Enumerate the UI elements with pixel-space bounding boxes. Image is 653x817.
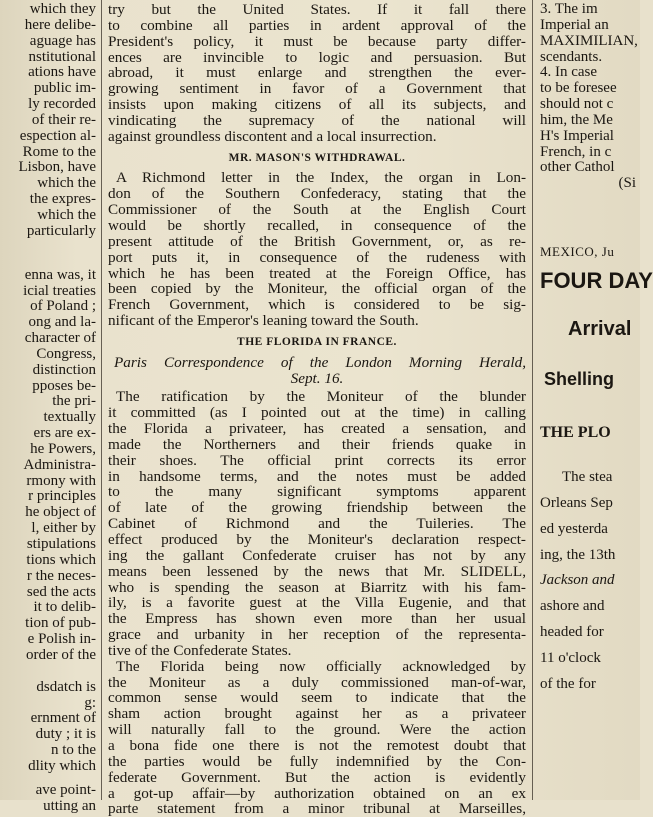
text-line: of Poland ; [30, 298, 96, 315]
text-line: to combine all parties in ardent approval of the [108, 16, 526, 34]
text-line: e Polish in- [27, 631, 96, 648]
text-line: the parties would be fully indemnified by the Con- [108, 752, 526, 770]
text-line: Orleans Sep [540, 494, 613, 511]
right-body-block [540, 470, 640, 693]
text-line: ing, the 13th [540, 546, 616, 563]
text-line: nificant of the Emperor's leaning toward the South. [108, 312, 419, 330]
text-line: ly recorded [28, 96, 96, 113]
text-line: a bona fide one there is not the remotest doubt that [108, 736, 526, 754]
text-line: Administra- [23, 456, 96, 473]
text-line: effect produced by the Moniteur's declaration respect- [108, 531, 526, 548]
text-line: present attitude of the British Government, or, as re- [108, 232, 526, 250]
text-line: MAXIMILIAN, [540, 32, 638, 49]
correspondence-date: Sept. 16. [290, 369, 344, 387]
text-line: the Moniteur as a duly commissioned man-of-war, [108, 673, 526, 691]
text-line: the Empress has shown even more than her usual [108, 610, 526, 628]
text-line: ernment of [30, 710, 96, 727]
column-rule-right [532, 0, 533, 800]
headline-four-days: FOUR DAY [540, 267, 653, 293]
text-line: sham action brought against her as a privateer [108, 705, 526, 723]
text-line: a got-up affair—by authorization obtained on an ex [108, 784, 526, 802]
left-top-block [0, 2, 96, 240]
text-line: of late of the growing friendship between the [108, 499, 526, 517]
text-line: g: [84, 694, 96, 711]
text-line: aguage has [29, 32, 96, 49]
text-line: he object of [25, 504, 96, 521]
text-line: the expres- [29, 191, 96, 208]
text-line: who is spending the season at Biarritz with his fam- [108, 578, 526, 596]
text-line: particularly [26, 222, 96, 239]
text-line: utting an [43, 797, 96, 814]
text-line: the pri- [52, 393, 96, 410]
text-line: other Cathol [540, 159, 615, 176]
correspondence-credit: Paris Correspondence of the London Morning Herald, [114, 353, 526, 371]
text-line: icial treaties [23, 282, 96, 299]
text-line: r principles [28, 488, 96, 505]
text-line: common sense would seem to indicate that the [108, 689, 526, 707]
text-line: A Richmond letter in the Index, the organ in Lon- [116, 169, 526, 187]
text-line: means been lessened by the news that Mr. SLIDELL, [108, 562, 526, 580]
text-line: 11 o'clock [540, 649, 601, 666]
text-line: the Florida a privateer, has created a sensation, and [108, 420, 526, 438]
text-line: made the Northerners and their friends quake in [108, 435, 526, 453]
text-line: rmony with [26, 472, 96, 489]
text-line: tions which [26, 551, 96, 568]
text-line: ences are invincible to logic and persuasion. But [108, 48, 526, 66]
text-line: which the [37, 206, 96, 223]
dateline: MEXICO, Ju [540, 244, 615, 260]
text-line: which the [37, 175, 96, 192]
text-line: President's policy, it must be because party differ- [108, 32, 526, 50]
text-line: dsdatch is [36, 678, 96, 695]
main-column [108, 2, 526, 817]
text-line: ily, is a favorite guest at the Villa Eugenie, and that [108, 594, 526, 612]
text-line: (Si [618, 175, 636, 192]
text-line: headed for [540, 624, 604, 641]
text-line: will naturally fall to the ground. Were the action [108, 721, 526, 739]
text-line: been copied by the Moniteur, the official organ of the [108, 280, 526, 298]
text-line: order of the [26, 646, 96, 663]
text-line: grace and urbanity in her reception of the representa- [108, 626, 526, 644]
headline-arrival: Arrival [568, 317, 632, 340]
text-line: abroad, it must enlarge and strengthen the ever- [108, 64, 526, 82]
mason-paragraph [108, 170, 526, 328]
text-line: Lisbon, have [18, 159, 96, 176]
text-line: he Powers, [30, 440, 96, 457]
text-line: it to delib- [33, 599, 96, 616]
text-line: should not c [540, 96, 614, 113]
text-line: which they [29, 1, 96, 17]
text-line: 4. In case [540, 64, 598, 81]
text-line: l, either by [31, 520, 96, 537]
text-line: growing sentiment in favor of a Government that [108, 80, 526, 98]
left-bottom-block [0, 680, 96, 815]
text-line: to the many significant symptoms apparent [108, 483, 526, 501]
text-line: against groundless discontent and a local insurrection. [108, 127, 437, 145]
text-line: him, the Me [540, 111, 613, 128]
text-line: The stea [562, 468, 613, 485]
text-line: Congress, [36, 345, 96, 362]
text-line: The Florida being now officially acknowledged by [116, 657, 526, 675]
text-line: nstitutional [28, 48, 96, 65]
left-column [0, 2, 96, 815]
text-line: Commissioner of the South at the English Court [108, 201, 526, 219]
text-line: public im- [33, 80, 96, 97]
florida-paragraph-1 [108, 389, 526, 658]
text-line: their shoes. The official print corrects its error [108, 451, 526, 469]
column-rule-left [101, 0, 102, 800]
text-line: vindicating the supremacy of the national will [108, 111, 526, 129]
text-line: 3. The im [540, 1, 598, 17]
left-middle-block [0, 268, 96, 664]
headline-shelling: Shelling [544, 368, 615, 389]
text-line: French Government, which is considered to be sig- [108, 296, 526, 314]
text-line: in handsome terms, and the notes must be added [108, 467, 526, 485]
right-top-block [540, 2, 640, 192]
text-line: distinction [32, 361, 96, 378]
text-line: to be foresee [540, 80, 617, 97]
headline-the-plot: THE PLO [540, 423, 611, 441]
text-line: scendants. [540, 48, 603, 65]
text-line: try but the United States. If it fall there [108, 1, 526, 18]
text-line: tion of pub- [25, 615, 96, 632]
text-line: ave point- [35, 781, 96, 798]
text-line: ations have [28, 64, 96, 81]
text-line: French, in c [540, 143, 612, 160]
text-line: would be shortly recalled, in consequence of the [108, 216, 526, 234]
text-line: n to the [51, 742, 96, 759]
text-line: sed the acts [26, 583, 96, 600]
text-line: of their re- [31, 111, 96, 128]
text-line: ong and la- [28, 314, 96, 331]
text-line: Imperial an [540, 16, 609, 33]
heading-mason-withdrawal: MR. MASON'S WITHDRAWAL. [228, 151, 406, 164]
text-line: parte statement from a minor tribunal at Marseilles, [108, 800, 526, 817]
text-line: enna was, it [24, 266, 96, 283]
intro-paragraph [108, 2, 526, 145]
text-line: of the for [540, 675, 596, 692]
text-line: it committed (as I pointed out at the time) in calling [108, 404, 526, 422]
text-line: The ratification by the Moniteur of the blunder [116, 388, 526, 406]
right-column [540, 1, 653, 693]
text-line: tive of the Confederate States. [108, 641, 292, 659]
text-line: ed yesterda [540, 520, 608, 537]
text-line: port puts it, in consequence of the rudeness with [108, 248, 526, 266]
text-line: duty ; it is [35, 726, 96, 743]
text-line: Rome to the [22, 143, 96, 160]
text-line: espection al- [19, 127, 96, 144]
text-line: Jackson and [540, 572, 615, 589]
heading-florida-in-france: THE FLORIDA IN FRANCE. [237, 335, 397, 348]
florida-paragraph-2 [108, 659, 526, 817]
text-line: don of the Southern Confederacy, stating that the [108, 185, 526, 203]
text-line: insists upon making citizens of all its subjects, and [108, 96, 526, 114]
text-line: ing the gallant Confederate cruiser has not by any [108, 546, 526, 564]
text-line: here delibe- [24, 16, 96, 33]
text-line: ashore and [540, 598, 605, 615]
text-line: r the neces- [26, 567, 96, 584]
text-line: H's Imperial [540, 127, 614, 144]
text-line: pposes be- [32, 377, 96, 394]
text-line: ers are ex- [33, 425, 96, 442]
text-line: dlity which [28, 757, 96, 774]
text-line: stipulations [26, 536, 96, 552]
text-line: federate Government. But the action is evidently [108, 768, 526, 786]
text-line: Cabinet of Richmond and the Tuileries. The [108, 515, 526, 533]
text-line: textually [43, 409, 96, 426]
text-line: character of [24, 330, 96, 347]
text-line: which he has been treated at the Foreign Office, has [108, 264, 526, 282]
